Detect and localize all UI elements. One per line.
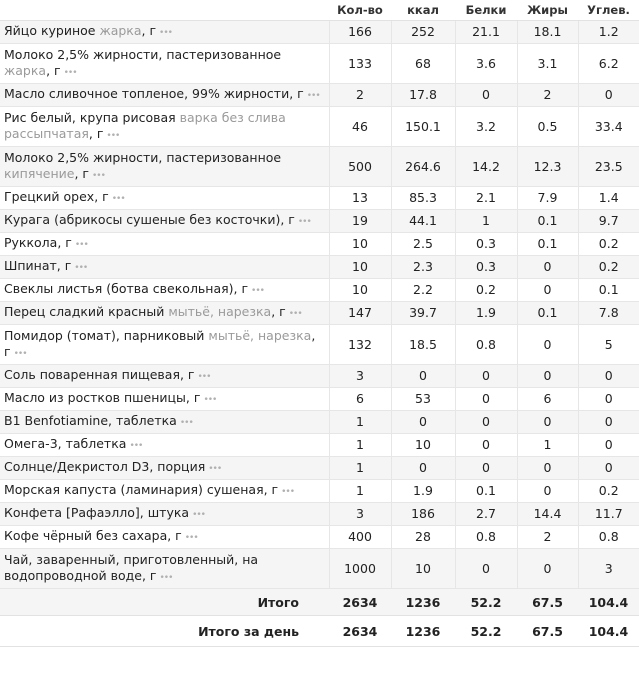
food-name-cell bbox=[0, 411, 329, 434]
fat-cell: 2 bbox=[517, 84, 578, 107]
food-name[interactable]: Помидор (томат), парниковый bbox=[4, 327, 205, 343]
qty-cell[interactable]: 147 bbox=[329, 302, 391, 325]
carbs-cell: 33.4 bbox=[578, 107, 639, 147]
kcal-cell: 2.2 bbox=[391, 279, 455, 302]
more-options-icon[interactable]: ••• bbox=[74, 263, 88, 273]
fat-cell: 7.9 bbox=[517, 187, 578, 210]
table-row bbox=[0, 302, 639, 325]
header-qty[interactable]: Кол-во bbox=[329, 0, 391, 21]
food-name-cell bbox=[0, 187, 329, 210]
total-qty: 2634 bbox=[329, 589, 391, 616]
day-total-fat: 67.5 bbox=[517, 616, 578, 647]
carbs-cell: 23.5 bbox=[578, 147, 639, 187]
fat-cell: 0 bbox=[517, 457, 578, 480]
fat-cell: 0 bbox=[517, 279, 578, 302]
fat-cell: 1 bbox=[517, 434, 578, 457]
table-row bbox=[0, 411, 639, 434]
qty-cell[interactable]: 1 bbox=[329, 411, 391, 434]
protein-cell: 0 bbox=[455, 434, 517, 457]
more-options-icon[interactable]: ••• bbox=[203, 395, 217, 405]
unit-label: , г bbox=[74, 165, 89, 181]
kcal-cell: 1.9 bbox=[391, 480, 455, 503]
kcal-cell: 10 bbox=[391, 434, 455, 457]
total-protein: 52.2 bbox=[455, 589, 517, 616]
more-options-icon[interactable]: ••• bbox=[74, 240, 88, 250]
unit-label: , г bbox=[4, 327, 316, 359]
qty-cell[interactable]: 1 bbox=[329, 457, 391, 480]
header-protein[interactable]: Белки bbox=[455, 0, 517, 21]
more-options-icon[interactable]: ••• bbox=[63, 67, 77, 78]
unit-label: , таблетка bbox=[108, 413, 177, 428]
unit-label: , г bbox=[289, 86, 304, 101]
kcal-cell: 2.3 bbox=[391, 256, 455, 279]
more-options-icon[interactable]: ••• bbox=[281, 487, 295, 497]
more-options-icon[interactable]: ••• bbox=[159, 28, 172, 38]
table-row bbox=[0, 107, 639, 147]
food-name-cell bbox=[0, 457, 329, 480]
more-options-icon[interactable]: ••• bbox=[288, 309, 302, 319]
preparation-method[interactable]: мытьё, нарезка bbox=[208, 327, 312, 343]
protein-cell: 0.3 bbox=[455, 233, 517, 256]
unit-label: , г bbox=[57, 235, 72, 250]
unit-label: , г bbox=[94, 189, 109, 204]
qty-cell[interactable]: 3 bbox=[329, 503, 391, 526]
fat-cell: 0.5 bbox=[517, 107, 578, 147]
food-rows bbox=[0, 21, 639, 589]
carbs-cell: 1.4 bbox=[578, 187, 639, 210]
total-fat: 67.5 bbox=[517, 589, 578, 616]
more-options-icon[interactable]: ••• bbox=[106, 130, 120, 141]
protein-cell: 1 bbox=[455, 210, 517, 233]
kcal-cell: 10 bbox=[391, 549, 455, 589]
food-name[interactable]: Масло сливочное топленое, 99% жирности bbox=[4, 86, 290, 101]
fat-cell: 6 bbox=[517, 388, 578, 411]
table-row bbox=[0, 325, 639, 365]
food-name-cell bbox=[0, 210, 329, 233]
food-name-cell bbox=[0, 503, 329, 526]
kcal-cell: 0 bbox=[391, 457, 455, 480]
qty-cell[interactable]: 2 bbox=[329, 84, 391, 107]
qty-cell[interactable]: 46 bbox=[329, 107, 391, 147]
food-name-cell bbox=[0, 480, 329, 503]
qty-cell[interactable]: 166 bbox=[329, 21, 391, 44]
table-row bbox=[0, 233, 639, 256]
table-row bbox=[0, 256, 639, 279]
food-name[interactable]: Курага (абрикосы сушеные без косточки) bbox=[4, 212, 281, 227]
protein-cell: 0.3 bbox=[455, 256, 517, 279]
qty-cell[interactable]: 10 bbox=[329, 279, 391, 302]
food-name[interactable]: Кофе чёрный без сахара bbox=[4, 528, 168, 543]
protein-cell: 0.8 bbox=[455, 325, 517, 365]
unit-label: , г bbox=[271, 304, 286, 319]
food-name-cell bbox=[0, 233, 329, 256]
protein-cell: 0 bbox=[455, 411, 517, 434]
kcal-cell: 17.8 bbox=[391, 84, 455, 107]
fat-cell: 14.4 bbox=[517, 503, 578, 526]
food-name-cell bbox=[0, 107, 329, 147]
preparation-method[interactable]: жарка bbox=[99, 23, 142, 38]
fat-cell: 0 bbox=[517, 480, 578, 503]
more-options-icon[interactable]: ••• bbox=[129, 441, 143, 451]
fat-cell: 12.3 bbox=[517, 147, 578, 187]
carbs-cell: 0 bbox=[578, 411, 639, 434]
day-total-qty: 2634 bbox=[329, 616, 391, 647]
unit-label: , штука bbox=[139, 505, 190, 520]
table-row bbox=[0, 210, 639, 233]
kcal-cell: 44.1 bbox=[391, 210, 455, 233]
qty-cell[interactable]: 500 bbox=[329, 147, 391, 187]
protein-cell: 2.1 bbox=[455, 187, 517, 210]
protein-cell: 3.2 bbox=[455, 107, 517, 147]
carbs-cell: 3 bbox=[578, 549, 639, 589]
kcal-cell: 0 bbox=[391, 411, 455, 434]
fat-cell: 0.1 bbox=[517, 233, 578, 256]
more-options-icon[interactable]: ••• bbox=[184, 533, 198, 543]
table-row bbox=[0, 21, 639, 44]
food-name[interactable]: Шпинат bbox=[4, 258, 57, 273]
food-name-cell bbox=[0, 365, 329, 388]
carbs-cell: 6.2 bbox=[578, 44, 639, 84]
day-total-protein: 52.2 bbox=[455, 616, 517, 647]
kcal-cell: 18.5 bbox=[391, 325, 455, 365]
carbs-cell: 0.2 bbox=[578, 233, 639, 256]
carbs-cell: 0 bbox=[578, 434, 639, 457]
unit-label: , г bbox=[179, 367, 195, 382]
qty-cell[interactable]: 133 bbox=[329, 44, 391, 84]
table-row bbox=[0, 549, 639, 589]
food-name[interactable]: Молоко 2,5% жирности, пастеризованное bbox=[4, 46, 282, 62]
kcal-cell: 53 bbox=[391, 388, 455, 411]
header-fat[interactable]: Жиры bbox=[517, 0, 578, 21]
protein-cell: 14.2 bbox=[455, 147, 517, 187]
preparation-method[interactable]: жарка bbox=[4, 62, 47, 78]
more-options-icon[interactable]: ••• bbox=[179, 418, 193, 428]
food-name-cell bbox=[0, 84, 329, 107]
day-total-row bbox=[0, 616, 639, 647]
kcal-cell: 39.7 bbox=[391, 302, 455, 325]
food-name[interactable]: Солнце/Декристол D3 bbox=[4, 459, 150, 474]
preparation-method[interactable]: мытьё, нарезка bbox=[168, 304, 272, 319]
food-name[interactable]: Морская капуста (ламинария) сушеная bbox=[4, 482, 264, 497]
fat-cell: 0 bbox=[517, 325, 578, 365]
kcal-cell: 186 bbox=[391, 503, 455, 526]
header-name bbox=[0, 0, 329, 21]
protein-cell: 0 bbox=[455, 457, 517, 480]
protein-cell: 0.2 bbox=[455, 279, 517, 302]
food-name[interactable]: Соль поваренная пищевая bbox=[4, 367, 180, 382]
more-options-icon[interactable]: ••• bbox=[91, 170, 105, 181]
food-name[interactable]: Чай, заваренный, приготовленный, на водопроводной воде bbox=[4, 551, 259, 583]
carbs-cell: 7.8 bbox=[578, 302, 639, 325]
more-options-icon[interactable]: ••• bbox=[208, 464, 222, 474]
kcal-cell: 2.5 bbox=[391, 233, 455, 256]
qty-cell[interactable]: 400 bbox=[329, 526, 391, 549]
protein-cell: 1.9 bbox=[455, 302, 517, 325]
table-row bbox=[0, 503, 639, 526]
total-label: Итого bbox=[0, 589, 329, 616]
unit-label: , г bbox=[46, 62, 61, 78]
table-header-row bbox=[0, 0, 639, 21]
carbs-cell: 0.2 bbox=[578, 480, 639, 503]
food-name[interactable]: Руккола bbox=[4, 235, 58, 250]
carbs-cell: 0 bbox=[578, 388, 639, 411]
carbs-cell: 1.2 bbox=[578, 21, 639, 44]
more-options-icon[interactable]: ••• bbox=[13, 348, 27, 359]
qty-cell[interactable]: 10 bbox=[329, 233, 391, 256]
protein-cell: 0 bbox=[455, 549, 517, 589]
carbs-cell: 0.1 bbox=[578, 279, 639, 302]
qty-cell[interactable]: 1 bbox=[329, 434, 391, 457]
kcal-cell: 252 bbox=[391, 21, 455, 44]
qty-cell[interactable]: 1000 bbox=[329, 549, 391, 589]
header-kcal[interactable]: ккал bbox=[391, 0, 455, 21]
total-row bbox=[0, 589, 639, 616]
more-options-icon[interactable]: ••• bbox=[251, 286, 264, 296]
food-name[interactable]: Грецкий орех bbox=[4, 189, 95, 204]
food-name-cell bbox=[0, 526, 329, 549]
qty-cell[interactable]: 13 bbox=[329, 187, 391, 210]
protein-cell: 0 bbox=[455, 84, 517, 107]
more-options-icon[interactable]: ••• bbox=[197, 372, 211, 382]
unit-label: , г bbox=[141, 567, 157, 583]
total-carbs: 104.4 bbox=[578, 589, 639, 616]
food-name[interactable]: Молоко 2,5% жирности, пастеризованное bbox=[4, 149, 282, 165]
table-row bbox=[0, 147, 639, 187]
table-row bbox=[0, 84, 639, 107]
food-name-cell bbox=[0, 147, 329, 187]
food-name[interactable]: Масло из ростков пшеницы bbox=[4, 390, 186, 405]
fat-cell: 0.1 bbox=[517, 302, 578, 325]
protein-cell: 0.8 bbox=[455, 526, 517, 549]
table-row bbox=[0, 480, 639, 503]
fat-cell: 3.1 bbox=[517, 44, 578, 84]
qty-cell[interactable]: 10 bbox=[329, 256, 391, 279]
day-total-carbs: 104.4 bbox=[578, 616, 639, 647]
food-name-cell bbox=[0, 44, 329, 84]
food-name-cell bbox=[0, 302, 329, 325]
fat-cell: 0 bbox=[517, 411, 578, 434]
fat-cell: 0 bbox=[517, 549, 578, 589]
kcal-cell: 85.3 bbox=[391, 187, 455, 210]
food-name-cell bbox=[0, 325, 329, 365]
kcal-cell: 0 bbox=[391, 365, 455, 388]
kcal-cell: 28 bbox=[391, 526, 455, 549]
qty-cell[interactable]: 132 bbox=[329, 325, 391, 365]
food-name[interactable]: Свеклы листья (ботва свекольная) bbox=[4, 281, 234, 296]
more-options-icon[interactable]: ••• bbox=[111, 194, 125, 204]
more-options-icon[interactable]: ••• bbox=[297, 217, 311, 227]
protein-cell: 0 bbox=[455, 388, 517, 411]
table-row bbox=[0, 279, 639, 302]
more-options-icon[interactable]: ••• bbox=[192, 510, 205, 520]
unit-label: , г bbox=[141, 23, 157, 38]
fat-cell: 18.1 bbox=[517, 21, 578, 44]
table-row bbox=[0, 388, 639, 411]
fat-cell: 0 bbox=[517, 256, 578, 279]
table-row bbox=[0, 526, 639, 549]
food-name-cell bbox=[0, 388, 329, 411]
fat-cell: 0 bbox=[517, 365, 578, 388]
carbs-cell: 0 bbox=[578, 84, 639, 107]
unit-label: , г bbox=[88, 125, 104, 141]
food-name[interactable]: Яйцо куриное bbox=[4, 23, 96, 38]
fat-cell: 0.1 bbox=[517, 210, 578, 233]
day-total-kcal: 1236 bbox=[391, 616, 455, 647]
food-name-cell bbox=[0, 434, 329, 457]
protein-cell: 21.1 bbox=[455, 21, 517, 44]
protein-cell: 0.1 bbox=[455, 480, 517, 503]
carbs-cell: 9.7 bbox=[578, 210, 639, 233]
protein-cell: 2.7 bbox=[455, 503, 517, 526]
carbs-cell: 0 bbox=[578, 365, 639, 388]
header-carbs[interactable]: Углев. bbox=[578, 0, 639, 21]
qty-cell[interactable]: 19 bbox=[329, 210, 391, 233]
food-name[interactable]: Конфета [Рафаэлло] bbox=[4, 505, 140, 520]
protein-cell: 0 bbox=[455, 365, 517, 388]
table-row bbox=[0, 434, 639, 457]
unit-label: , г bbox=[280, 212, 295, 227]
unit-label: , порция bbox=[149, 459, 206, 474]
kcal-cell: 68 bbox=[391, 44, 455, 84]
kcal-cell: 264.6 bbox=[391, 147, 455, 187]
qty-cell[interactable]: 1 bbox=[329, 480, 391, 503]
food-name-cell bbox=[0, 279, 329, 302]
protein-cell: 3.6 bbox=[455, 44, 517, 84]
total-kcal: 1236 bbox=[391, 589, 455, 616]
carbs-cell: 0.8 bbox=[578, 526, 639, 549]
more-options-icon[interactable]: ••• bbox=[306, 91, 320, 101]
preparation-method[interactable]: кипячение bbox=[4, 165, 75, 181]
food-name-cell bbox=[0, 549, 329, 589]
food-name[interactable]: Перец сладкий красный bbox=[4, 304, 165, 319]
table-row bbox=[0, 365, 639, 388]
unit-label: , г bbox=[167, 528, 182, 543]
table-row bbox=[0, 44, 639, 84]
more-options-icon[interactable]: ••• bbox=[159, 572, 173, 583]
unit-label: , г bbox=[263, 482, 279, 497]
qty-cell[interactable]: 6 bbox=[329, 388, 391, 411]
food-name[interactable]: B1 Benfotiamine bbox=[4, 413, 109, 428]
food-name-cell bbox=[0, 21, 329, 44]
unit-label: , г bbox=[56, 258, 72, 273]
unit-label: , г bbox=[233, 281, 249, 296]
fat-cell: 2 bbox=[517, 526, 578, 549]
carbs-cell: 5 bbox=[578, 325, 639, 365]
food-name[interactable]: Рис белый, крупа рисовая bbox=[4, 109, 176, 125]
table-row bbox=[0, 457, 639, 480]
qty-cell[interactable]: 3 bbox=[329, 365, 391, 388]
food-name[interactable]: Омега-3 bbox=[4, 436, 58, 451]
day-total-label: Итого за день bbox=[0, 616, 329, 647]
food-name-cell bbox=[0, 256, 329, 279]
unit-label: , таблетка bbox=[57, 436, 127, 451]
preparation-method[interactable]: варка без слива рассыпчатая bbox=[4, 109, 286, 141]
unit-label: , г bbox=[185, 390, 201, 405]
carbs-cell: 0 bbox=[578, 457, 639, 480]
carbs-cell: 0.2 bbox=[578, 256, 639, 279]
kcal-cell: 150.1 bbox=[391, 107, 455, 147]
table-row bbox=[0, 187, 639, 210]
carbs-cell: 11.7 bbox=[578, 503, 639, 526]
